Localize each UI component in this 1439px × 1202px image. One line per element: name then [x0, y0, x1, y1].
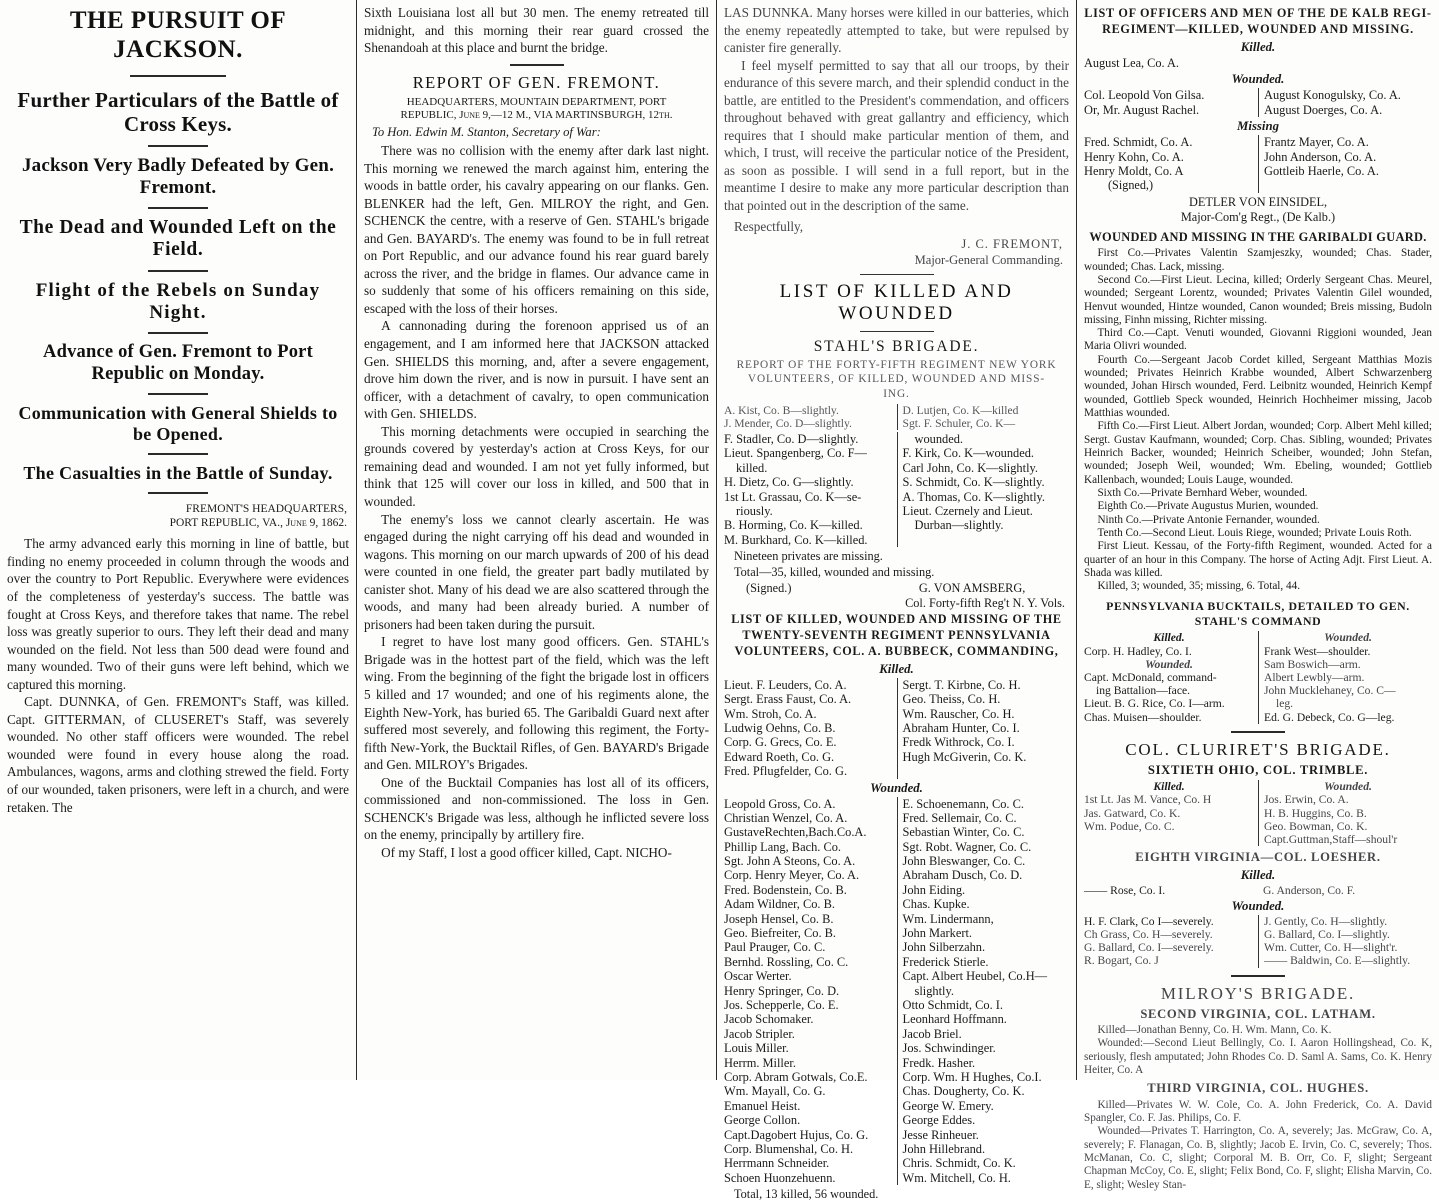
- list-item: Jos. Erwin, Co. A.: [1264, 793, 1349, 807]
- list-item: Joseph Hensel, Co. B.: [724, 911, 834, 926]
- list-item: John Silberzahn.: [902, 940, 986, 955]
- paragraph: Killed—Privates W. W. Cole, Co. A. John Frederick, Co. A. David Spangler, Co. F. Jas. Philips, Co. F.: [1084, 1098, 1432, 1124]
- names-column-right: [1258, 88, 1432, 117]
- list-item: Abraham Dusch, Co. D.: [902, 868, 1023, 883]
- list-item: H. B. Huggins, Co. B.: [1264, 806, 1367, 820]
- list-item: Wm. Podue, Co. C.: [1084, 819, 1175, 833]
- rule-divider: [148, 270, 208, 272]
- list-item: Geo. Bowman, Co. K.: [1264, 819, 1368, 833]
- list-item: John Bleswanger, Co. C.: [902, 854, 1026, 869]
- list-item: F. Stadler, Co. D—slightly.: [724, 432, 859, 447]
- dekalb-signed-label: (Signed,): [1108, 178, 1154, 193]
- list-item: Jacob Briel.: [902, 1026, 962, 1041]
- names-column-left: [724, 432, 897, 547]
- names-column-right: [897, 678, 1070, 779]
- paragraph: This morning detachments were occupied in searching the grounds covered by yesterday's action at Cross Keys, for our remaining dead and wounded. I am not yet fully informed, but think that 125 will cover our loss in killed, and 500 that in wounded.: [364, 423, 709, 509]
- heading-line-2: REGIMENT—KILLED, WOUNDED AND MISSING.: [1102, 21, 1414, 36]
- column-3: [716, 0, 1076, 1202]
- list-item: Henry Springer, Co. D.: [724, 983, 840, 998]
- killed-label: Killed.: [1240, 39, 1276, 54]
- subheadline-2: Jackson Very Badly Defeated by Gen. Fremont.: [21, 154, 335, 198]
- heading-line-1: PENNSYLVANIA BUCKTAILS, DETAILED TO GEN.: [1106, 598, 1410, 613]
- eighth-virginia-heading: EIGHTH VIRGINIA—COL. LOESHER.: [1135, 850, 1381, 865]
- rule-divider: [148, 145, 208, 147]
- list-item: Gottleib Haerle, Co. A.: [1264, 164, 1379, 179]
- list-item: Fredk Withrock, Co. I.: [902, 735, 1015, 750]
- list-item: Corp. G. Grecs, Co. E.: [724, 735, 837, 750]
- list-item: Corp. H. Hadley, Co. I.: [1084, 644, 1192, 658]
- ny45-report-heading: [724, 358, 1069, 400]
- list-item: Wm. Stroh, Co. A.: [724, 706, 817, 721]
- wounded-label: Wounded.: [1145, 657, 1193, 671]
- paragraph: The enemy's loss we cannot clearly ascertain. He was engaged during the night carrying off his dead and wounded in wagons. This morning on our march upwards of 200 of his dead were counted in one field, the greater part badly mutilated by canister shot. Many of his dead we are also scattered through the woods, and many had been already buried. A number of prisoners had been taken during the pursuit.: [364, 511, 709, 632]
- list-item: Geo. Biefreiter, Co. B.: [724, 926, 837, 941]
- list-item: Wm. Rauscher, Co. H.: [902, 706, 1015, 721]
- va3-list: [1084, 1099, 1432, 1192]
- list-item: Fredk. Hasher.: [902, 1055, 976, 1070]
- names-column-right: [1258, 884, 1432, 897]
- list-item: Christian Wenzel, Co. A.: [724, 810, 848, 825]
- names-column-right: [1258, 915, 1432, 968]
- list-item: Frantz Mayer, Co. A.: [1264, 135, 1369, 150]
- list-item: John Mucklehaney, Co. C—: [1264, 684, 1396, 698]
- rule-divider: [1231, 731, 1285, 733]
- list-item: Sebastian Winter, Co. C.: [902, 825, 1025, 840]
- ny45-total-line: Total—35, killed, wounded and missing.: [734, 564, 935, 579]
- column-4: [1076, 0, 1439, 1191]
- heading-line-1: REPORT OF THE FORTY-FIFTH REGIMENT NEW YORK: [736, 359, 1057, 372]
- list-item: Wm. Mitchell, Co. H.: [902, 1170, 1011, 1185]
- missing-label: Missing: [1237, 119, 1279, 134]
- cluseret-brigade-heading: COL. CLURIRET'S BRIGADE.: [1125, 739, 1391, 759]
- list-item: GustaveRechten,Bach.Co.A.: [724, 825, 867, 840]
- paragraph: I regret to have lost many good officers. Gen. STAHL's Brigade was in the hottest part of the field, which was the left wing. From the beginning of the fight the brigade lost in officers 5 killed and 17 wounded; and one of his regiments alone, the Eighth New-York, has buried 65. The Garibaldi Guard next after suffered most severely, and following this regiment, the Forty-fifth New-York, the Bucktail Rifles, of Gen. BAYARD's Brigade and Gen. MILROY's Brigades.: [364, 634, 709, 773]
- list-item: Fred. Bodenstein, Co. B.: [724, 882, 847, 897]
- killed-label: Killed.: [1153, 780, 1185, 794]
- list-item: G. Ballard, Co. I—severely.: [1084, 941, 1214, 955]
- list-item: Otto Schmidt, Co. I.: [902, 998, 1004, 1012]
- dekalb-heading: [1084, 6, 1432, 38]
- paragraph: I feel myself permitted to say that all our troops, by their endurance of this severe march, and their splendid conduct in the battle, are entitled to the President's commendation, and officers throughout behaved with great gallantry and efficiency, which requires that I should make particular mention of them, and which, I trust, will receive the particular notice of the President, as soon as possible. I will send in a full report, but in the meantime I desire to make any more particular description than that pointed out in the description of the same.: [724, 57, 1069, 214]
- list-item: Corp. Blumenshal, Co. H.: [724, 1141, 854, 1156]
- dekalb-missing-names: [1084, 135, 1432, 192]
- list-item: R. Bogart, Co. J: [1084, 954, 1159, 968]
- list-item: Henry Kohn, Co. A.: [1084, 149, 1184, 164]
- list-item: Lieut. B. G. Rice, Co. I—arm.: [1084, 697, 1225, 711]
- paragraph: LAS DUNNKA. Many horses were killed in our batteries, which the enemy repeatedly attempted to take, but were repulsed by canister fire generally.: [724, 5, 1069, 56]
- list-item: D. Lutjen, Co. K—killed: [902, 403, 1019, 417]
- paragraph: Ninth Co.—Private Antonie Fernander, wounded.: [1097, 513, 1320, 526]
- list-item: John Anderson, Co. A.: [1264, 149, 1377, 164]
- names-column-right: [897, 432, 1070, 547]
- milroy-brigade-heading: MILROY'S BRIGADE.: [1160, 983, 1356, 1003]
- pa27-wounded-names: [724, 797, 1069, 1186]
- subheadline-5: Advance of Gen. Fremont to Port Republic on Monday.: [43, 342, 313, 384]
- names-column-right: [1258, 780, 1432, 846]
- va2-list: [1084, 1024, 1432, 1077]
- list-item: Jas. Gatward, Co. K.: [1084, 806, 1181, 820]
- closing-block: [724, 218, 1069, 236]
- list-item: Capt.Dagobert Hujus, Co. G.: [724, 1127, 869, 1142]
- letter-addressee: To Hon. Edwin M. Stanton, Secretary of War:: [372, 125, 601, 140]
- continued-text-col3: [724, 4, 1069, 215]
- paragraph: Sixth Louisiana lost all but 30 men. The enemy retreated till midnight, and this morning their rear guard crossed the Shenandoah at this place and burnt the bridge.: [364, 5, 709, 56]
- main-headline: THE PURSUIT OF JACKSON.: [69, 7, 287, 63]
- list-item: Phillip Lang, Bach. Co.: [724, 839, 842, 854]
- heading-line-3: VOLUNTEERS, COL. A. BUBBECK, COMMANDING,: [734, 643, 1059, 658]
- headquarters-dateline: [364, 96, 709, 122]
- paragraph: Killed—Jonathan Benny, Co. H. Wm. Mann, Co. K.: [1097, 1023, 1332, 1036]
- names-column-left: [1084, 631, 1258, 723]
- list-item: ing Battalion—face.: [1096, 684, 1191, 698]
- names-column-right: [897, 404, 1070, 430]
- list-item: Col. Leopold Von Gilsa.: [1084, 88, 1205, 103]
- paragraph: Of my Staff, I lost a good officer killed, Capt. NICHO-: [381, 844, 672, 860]
- list-item: Corp. Abram Gotwals, Co.E.: [724, 1069, 868, 1084]
- list-item: J. Gently, Co. H—slightly.: [1264, 914, 1388, 928]
- list-item: leg.: [1276, 697, 1294, 711]
- second-virginia-heading: SECOND VIRGINIA, COL. LATHAM.: [1140, 1006, 1376, 1021]
- rule-divider: [510, 64, 564, 66]
- list-item: Or, Mr. August Rachel.: [1084, 102, 1200, 117]
- heading-line-1: LIST OF OFFICERS AND MEN OF THE DE KALB REGI-: [1084, 6, 1432, 20]
- wounded-label: Wounded.: [1231, 898, 1285, 913]
- list-item: Chas. Kupke.: [902, 897, 970, 912]
- list-item: Oscar Werter.: [724, 969, 792, 984]
- dateline: [7, 502, 349, 531]
- column-2: [356, 0, 716, 1080]
- list-item: Wm. Lindermann,: [902, 911, 994, 926]
- names-column-right: [1258, 631, 1432, 723]
- list-item: Lieut. Spangenberg, Co. F—: [724, 446, 867, 461]
- heading-line-1: LIST OF KILLED, WOUNDED AND MISSING OF THE: [731, 612, 1062, 627]
- ny45-signature-name: G. VON AMSBERG,: [918, 580, 1026, 595]
- list-item: Chas. Muisen—shoulder.: [1084, 710, 1202, 724]
- list-item: Chris. Schmidt, Co. K.: [902, 1156, 1016, 1171]
- ohio-names: [1084, 780, 1432, 846]
- paragraph: First Lieut. Kessau, of the Forty-fifth Regiment, wounded. Acted for a quarter of an hour in this Company. The horse of Acting Adjt. First Lieut. A. Shada was killed.: [1084, 540, 1432, 580]
- hq-line-2: REPUBLIC, June 9,—12 M., VIA MARTINSBURGH, 12th.: [400, 108, 673, 121]
- list-item: Louis Miller.: [724, 1041, 789, 1056]
- paragraph: Wounded:—Second Lieut Bellingly, Co. I. Aaron Hollingshead, Co. K, seriously, flesh amputated; John Rhodes Co. D. Saml A. Sams, Co. K. Henry Heiter, Co. A: [1084, 1037, 1432, 1076]
- list-item: E. Schoenemann, Co. C.: [902, 796, 1024, 811]
- paragraph: Fifth Co.—First Lieut. Albert Jordan, wounded; Corp. Albert Mehl killed; Sergt. Gustav Kaufmann, wounded; Corp. Chas. Sibling, wounded; Privates Heinrich Backer, wounded; Heinrich Scheiber, wounded; John Stefan, wounded; Joseph Weil, wounded; Wm. Ebeling, wounded; Gottlieb Kallenbach, wounded; Louis Lauge, wounded.: [1084, 420, 1432, 486]
- sixtieth-ohio-heading: SIXTIETH OHIO, COL. TRIMBLE.: [1147, 762, 1369, 777]
- signature-name: J. C. FREMONT,: [961, 237, 1063, 252]
- list-item: Edward Roeth, Co. G.: [724, 749, 835, 764]
- list-item: Ch Grass, Co. H—severely.: [1084, 927, 1213, 941]
- rule-divider: [130, 75, 226, 77]
- list-item: killed.: [736, 460, 768, 475]
- heading-line-2: TWENTY-SEVENTH REGIMENT PENNSYLVANIA: [742, 628, 1051, 643]
- list-item: Ed. G. Debeck, Co. G—leg.: [1264, 710, 1395, 724]
- dateline-line-2: PORT REPUBLIC, VA., June 9, 1862.: [169, 516, 347, 529]
- list-item: Adam Wildner, Co. B.: [724, 897, 835, 912]
- paragraph: There was no collision with the enemy after dark last night. This morning we renewed the march against him, entering the woods in battle order, his cavalry appearing on our flanks. Gen. BLENKER had the left, Gen. MILROY the right, and Gen. SCHENCK the centre, with a reserve of Gen. STAHL's brigade and Gen. BAYARD's. The enemy was found to be in full retreat on Port Republic, and our advance found his rear guard barely across the river, and the bridge in flames. Our advance came in so suddenly that some of his officers remaining on this side, escaped with the loss of their horses.: [364, 143, 709, 316]
- list-item: Hugh McGiverin, Co. K.: [902, 749, 1027, 764]
- list-item: Capt. McDonald, command-: [1084, 670, 1217, 684]
- list-item: George Collon.: [724, 1113, 801, 1128]
- list-item: Ludwig Oehns, Co. B.: [724, 720, 836, 735]
- respectfully-line: Respectfully,: [734, 218, 804, 234]
- list-item: Sam Boswich—arm.: [1264, 657, 1361, 671]
- dateline-line-1: FREMONT'S HEADQUARTERS,: [185, 502, 347, 515]
- wounded-label: Wounded.: [1231, 72, 1285, 87]
- list-item: Corp. Wm. H Hughes, Co.I.: [902, 1069, 1042, 1084]
- subheadline-7: The Casualties in the Battle of Sunday.: [23, 462, 333, 483]
- list-item: George Eddes.: [902, 1113, 976, 1128]
- names-column-left: [1084, 915, 1258, 968]
- list-item: Jacob Stripler.: [724, 1026, 795, 1041]
- list-item: S. Schmidt, Co. K—slightly.: [902, 475, 1045, 490]
- list-item: John Hillebrand.: [902, 1141, 986, 1156]
- bucktails-heading: [1084, 599, 1432, 630]
- list-item: 1st Lt. Jas M. Vance, Co. H: [1084, 793, 1212, 807]
- stahl-brigade-heading: STAHL'S BRIGADE.: [813, 338, 980, 356]
- list-item: Frederick Stierle.: [902, 954, 989, 969]
- paragraph: Eighth Co.—Private Augustus Murien, wounded.: [1097, 500, 1319, 513]
- list-item: H. Dietz, Co. G—slightly.: [724, 475, 854, 490]
- list-item: Jos. Schwindinger.: [902, 1041, 996, 1056]
- names-column-left: [1084, 88, 1258, 117]
- ny45-names-top: [724, 404, 1069, 430]
- list-item: slightly.: [914, 983, 954, 998]
- list-item: Lieut. Czernely and Lieut.: [902, 504, 1033, 519]
- heading-line-2: STAHL'S COMMAND: [1194, 614, 1322, 629]
- list-item: Capt. Albert Heubel, Co.H—: [902, 969, 1048, 984]
- subheadline-6: Communication with General Shields to be Opened.: [18, 402, 338, 444]
- list-item: John Eiding.: [902, 882, 966, 897]
- rule-divider: [148, 453, 208, 455]
- list-item: Paul Prauger, Co. C.: [724, 940, 826, 955]
- paragraph: Second Co.—First Lieut. Lecina, killed; Orderly Sergeant Chas. Meurel, wounded; Sergeant Lorentz, wounded; Privates Valentin Gilel wounded, Henvut wounded, Hintze wounded, Canon wounded; Breis missing, Budoln missing, Finhn missing, Richter missing.: [1084, 273, 1432, 326]
- list-item: Schoen Huonzehuenn.: [724, 1170, 836, 1185]
- killed-label: Killed.: [1240, 867, 1276, 882]
- fremont-report-body: [364, 142, 709, 861]
- list-item: Albert Lewbly—arm.: [1264, 670, 1365, 684]
- list-item: Carl John, Co. K—slightly.: [902, 460, 1038, 475]
- garibaldi-guard-list: [1084, 247, 1432, 594]
- list-item: G. Ballard, Co. I—slightly.: [1264, 927, 1390, 941]
- rule-divider: [148, 207, 208, 209]
- list-item: Durban—slightly.: [914, 518, 1004, 533]
- paragraph: One of the Bucktail Companies has lost all of its officers, commissioned and non-commissioned. The loss in Gen. SCHENCK's Brigade was less, although he inflicted severe loss on the enemy, principally by artillery fire.: [364, 774, 709, 843]
- subheadline-1: Further Particulars of the Battle of Cross Keys.: [17, 88, 339, 137]
- list-item: Fred. Sellemair, Co. C.: [902, 810, 1017, 825]
- names-column-right: [1258, 135, 1432, 192]
- list-item: John Markert.: [902, 926, 973, 941]
- pa27-report-heading: [724, 612, 1069, 660]
- names-column-left: [1084, 135, 1258, 192]
- list-item: Emanuel Heist.: [724, 1098, 801, 1113]
- paragraph: Third Co.—Capt. Venuti wounded, Giovanni Riggioni wounded, Jean Maria Olivri wounded.: [1084, 327, 1432, 353]
- third-virginia-heading: THIRD VIRGINIA, COL. HUGHES.: [1147, 1081, 1369, 1096]
- signature-title: Major-General Commanding.: [914, 252, 1063, 267]
- paragraph: First Co.—Privates Valentin Szamjeszky, wounded; Chas. Stader, wounded; Chas. Lack, missing.: [1084, 247, 1432, 273]
- killed-wounded-list-heading: LIST OF KILLED AND WOUNDED: [779, 281, 1014, 325]
- killed-label: Killed.: [1153, 631, 1185, 645]
- list-item: —— Rose, Co. I.: [1084, 883, 1166, 897]
- list-item: George W. Emery.: [902, 1098, 994, 1113]
- wounded-label: Wounded.: [1324, 631, 1372, 645]
- bucktails-names: [1084, 631, 1432, 723]
- killed-label: Killed.: [879, 661, 914, 676]
- wounded-label: Wounded.: [870, 780, 923, 795]
- paragraph: Fourth Co.—Sergeant Jacob Cordet killed, Sergeant Matthias Mozis wounded; Privates Heinrich Krabbe wounded, Albert Schwarzenberg wounded, Johan Hirsch wounded, Ferd. Leibnitz wounded, Heinrich Kempf wounded, Gottlieb Speck wounded, Heinrich Hochheimer missing, Jacob Matthias wounded.: [1084, 353, 1432, 420]
- dekalb-signature-name: DETLER VON EINSIDEL,: [1188, 194, 1328, 209]
- va8-wounded-names: [1084, 915, 1432, 968]
- ny45-names: [724, 432, 1069, 547]
- list-item: Sgt. Robt. Wagner, Co. C.: [902, 839, 1032, 854]
- article-body-col1: [7, 535, 349, 816]
- ny45-signed-label: (Signed.): [746, 580, 792, 595]
- list-item: Jacob Schomaker.: [724, 1012, 814, 1027]
- list-item: Henry Moldt, Co. A: [1084, 164, 1184, 179]
- ny45-missing-line: Nineteen privates are missing.: [734, 549, 883, 564]
- pa27-total-line: Total, 13 killed, 56 wounded.: [734, 1187, 879, 1202]
- list-item: Herrmann Schneider.: [724, 1156, 830, 1171]
- list-item: Leopold Gross, Co. A.: [724, 796, 836, 811]
- list-item: Leonhard Hoffmann.: [902, 1012, 1007, 1027]
- paragraph: Sixth Co.—Private Bernhard Weber, wounded.: [1097, 487, 1308, 500]
- list-item: wounded.: [914, 432, 964, 447]
- names-column-left: [724, 404, 897, 430]
- list-item: F. Kirk, Co. K—wounded.: [902, 446, 1035, 461]
- list-item: H. F. Clark, Co I—severely.: [1084, 914, 1214, 928]
- va8-killed-names: [1084, 884, 1432, 897]
- ny45-signature-title: Col. Forty-fifth Reg't N. Y. Vols.: [905, 596, 1065, 611]
- list-item: Herrm. Miller.: [724, 1055, 796, 1070]
- list-item: Sgt. F. Schuler, Co. K—: [902, 416, 1016, 430]
- names-column-left: [724, 797, 897, 1186]
- names-column-left: [1084, 884, 1258, 897]
- list-item: Sergt. T. Kirbne, Co. H.: [902, 677, 1021, 692]
- rule-divider: [148, 332, 208, 334]
- list-item: J. Mender, Co. D—slightly.: [724, 416, 852, 430]
- list-item: riously.: [736, 504, 773, 519]
- rule-divider: [148, 492, 208, 494]
- continued-text-col2: [364, 4, 709, 57]
- list-item: Jesse Rinheuer.: [902, 1127, 979, 1142]
- list-item: Corp. Henry Meyer, Co. A.: [724, 868, 860, 883]
- paragraph: Wounded—Privates T. Harrington, Co. A, severely; Jas. McGraw, Co. A, severely; F. Flanagan, Co. B, slightly; Jacob E. Irvin, Co. C, severely; Thos. McManan, Co. C, slight; Corporal M. B. Orr, Co. F, slight; Sergeant Chapman McCoy, Co. E, slight; Felix Bond, Co. F, slight; Elisha Marvin, Co. E, slight; Wesley Stan-: [1084, 1125, 1432, 1191]
- list-item: Chas. Dougherty, Co. K.: [902, 1084, 1025, 1099]
- dekalb-killed-name: August Lea, Co. A.: [1084, 55, 1179, 70]
- list-item: 1st Lt. Grassau, Co. K—se-: [724, 489, 862, 504]
- paragraph: A cannonading during the forenoon apprised us of an engagement, and I am informed here that JACKSON attacked Gen. SHIELDS this morning, and, after a severe engagement, drove him down the river, and is now in pursuit. I have sent an officer, with a detachment of cavalry, to open communication with Gen. SHIELDS.: [364, 318, 709, 422]
- paragraph: Killed, 3; wounded, 35; missing, 6. Total, 44.: [1097, 580, 1300, 593]
- list-item: A. Thomas, Co. K—slightly.: [902, 489, 1045, 504]
- list-item: Abraham Hunter, Co. I.: [902, 720, 1020, 735]
- list-item: Geo. Theiss, Co. H.: [902, 692, 1001, 707]
- paragraph: Tenth Co.—Second Lieut. Louis Riege, wounded; Private Louis Roth.: [1097, 527, 1412, 540]
- garibaldi-guard-heading: WOUNDED AND MISSING IN THE GARIBALDI GUARD.: [1089, 230, 1427, 245]
- list-item: M. Burkhard, Co. K—killed.: [724, 532, 868, 547]
- heading-line-2: VOLUNTEERS, OF KILLED, WOUNDED AND MISS-: [747, 373, 1046, 386]
- hq-line-1: HEADQUARTERS, MOUNTAIN DEPARTMENT, PORT: [406, 95, 667, 108]
- list-item: Sgt. John A Steons, Co. A.: [724, 854, 856, 869]
- subheadline-3: The Dead and Wounded Left on the Field.: [19, 216, 337, 261]
- dekalb-wounded-names: [1084, 88, 1432, 117]
- list-item: Wm. Cutter, Co. H—slight'r.: [1264, 941, 1398, 955]
- subheadline-4: Flight of the Rebels on Sunday Night.: [35, 280, 321, 324]
- rule-divider: [148, 393, 208, 395]
- list-item: Sergt. Erass Faust, Co. A.: [724, 692, 852, 707]
- list-item: Capt.Guttman,Staff—shoul'r: [1264, 832, 1398, 846]
- list-item: A. Kist, Co. B—slightly.: [724, 403, 839, 417]
- rule-divider: [860, 274, 934, 275]
- list-item: Fred. Schmidt, Co. A.: [1084, 135, 1193, 150]
- list-item: Fred. Pflugfelder, Co. G.: [724, 764, 848, 779]
- pa27-killed-names: [724, 678, 1069, 779]
- names-column-left: [1084, 780, 1258, 846]
- dekalb-signature-title: Major-Com'g Regt., (De Kalb.): [1180, 210, 1336, 225]
- list-item: —— Baldwin, Co. E—slightly.: [1264, 954, 1411, 968]
- list-item: G. Anderson, Co. F.: [1263, 883, 1356, 897]
- list-item: August Konogulsky, Co. A.: [1264, 88, 1401, 103]
- list-item: Lieut. F. Leuders, Co. A.: [724, 677, 847, 692]
- heading-line-3: ING.: [883, 387, 910, 400]
- report-heading: REPORT OF GEN. FREMONT.: [412, 72, 661, 92]
- names-column-right: [897, 797, 1070, 1186]
- column-1: [0, 0, 356, 1080]
- list-item: Frank West—shoulder.: [1264, 644, 1371, 658]
- list-item: B. Horming, Co. K—killed.: [724, 518, 863, 533]
- paragraph: The army advanced early this morning in line of battle, but finding no enemy proceeded in column through the woods and over the country to Port Republic. Everywhere were evidences of the completeness of yesterday's success. The battle was fought at Cross Keys, and therefore takes that name. The rebel loss was greatly superior to ours. They left their dead and many wounded on the field. Not less than 500 dead were found and many wounded. Two of their guns were left behind, which we captured this morning.: [7, 536, 349, 692]
- list-item: Wm. Mayall, Co. G.: [724, 1084, 826, 1099]
- wounded-label: Wounded.: [1324, 780, 1372, 794]
- list-item: August Doerges, Co. A.: [1264, 102, 1383, 117]
- rule-divider: [1231, 975, 1285, 977]
- list-item: Jos. Schepperle, Co. E.: [724, 998, 839, 1012]
- names-column-left: [724, 678, 897, 779]
- paragraph: Capt. DUNNKA, of Gen. FREMONT's Staff, was killed. Capt. GITTERMAN, of CLUSERET's Staff, was severely wounded. No other staff officers were wounded. The rebel wounded were found in every house along the road. Ambulances, wagons, arms and clothing strewed the field. Forty of our wounded, taken prisoners, were left in a church, and were retaken. The: [7, 694, 349, 815]
- list-item: Bernhd. Rossling, Co. C.: [724, 954, 849, 969]
- rule-divider: [860, 331, 934, 332]
- signature-block: [724, 237, 1069, 268]
